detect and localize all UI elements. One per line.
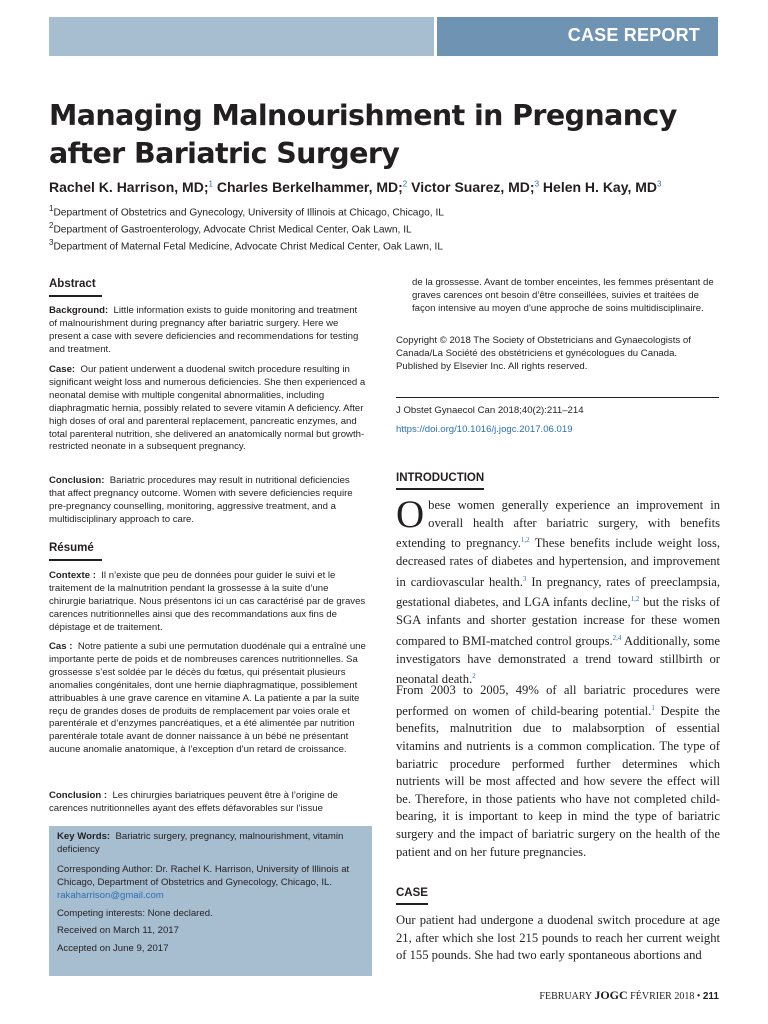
author-name: Helen H. Kay, MD	[542, 179, 658, 195]
author-name: Victor Suarez, MD;	[411, 179, 535, 195]
header-band-left	[49, 17, 434, 56]
citation-ref[interactable]: 1,2	[520, 536, 530, 545]
received-date: Received on March 11, 2017	[57, 925, 179, 936]
case-heading: CASE	[396, 887, 428, 905]
drop-cap: O	[396, 493, 425, 536]
abstract-conclusion: Conclusion: Bariatric procedures may result in nutritional deficiencies that affect pregnancy outcome. Women with severe deficiencies require pre-pregnancy counselling, monitoring, aggressive treatment, and a multidisciplinary approach to care.	[49, 475, 353, 525]
resume-contexte: Contexte : Il n’existe que peu de données pour guider le suivi et le traitement de la malnutrition pendant la grossesse à la suite d’une chirurgie bariatrique. Nous présentons ici un cas caractérisé par de graves carences nutritionnelles ainsi que des recommandations aux fins de dépistage et de traitement.	[49, 570, 366, 633]
author-list	[49, 179, 749, 195]
page-number: 211	[702, 991, 719, 1002]
resume-conclusion: Conclusion : Les chirurgies bariatriques peuvent être à l’origine de carences nutritionnelles ayant des effets défavorables sur l’issue	[49, 790, 339, 814]
resume-heading: Résumé	[49, 542, 102, 561]
citation-ref[interactable]: 2	[472, 672, 476, 681]
article-title: Managing Malnourishment in Pregnancy after Bariatric Surgery	[49, 99, 677, 170]
author-affiliation-ref[interactable]: 3	[534, 179, 540, 189]
introduction-paragraph: From 2003 to 2005, 49% of all bariatric procedures were performed on women of child-bearing potential.$^1$ Despite the benefits, malnutrition due to malabsorption of essential vitamins and nutrients is a common complication. The type of bariatric procedure performed further determines which nutrients will be most affected and how severe the effect will be. Therefore, in those patients who have not completed child-bearing, it is important to keep in mind the type of bariatric surgery and the impact of bariatric surgery on the health of the patient and on her future pregnancies.	[396, 683, 721, 859]
author-affiliation-ref[interactable]: 2	[402, 179, 408, 189]
competing-interests: Competing interests: None declared.	[57, 908, 213, 919]
keywords: Key Words: Bariatric surgery, pregnancy, malnourishment, vitamin deficiency	[57, 831, 344, 855]
abstract-background: Background: Little information exists to guide monitoring and treatment of malnourishment during pregnancy after bariatric surgery. Here we present a case with severe deficiencies and recommendations for testing and treatment.	[49, 305, 359, 355]
abstract-heading: Abstract	[49, 278, 102, 297]
accepted-date: Accepted on June 9, 2017	[57, 943, 169, 954]
author-affiliation-ref[interactable]: 1	[208, 179, 213, 189]
journal-name: JOGC	[594, 988, 628, 1002]
article-type-label: CASE REPORT	[567, 25, 700, 45]
page-footer: FEBRUARY JOGC FÉVRIER 2018 • 211	[539, 988, 719, 1002]
author-email-link[interactable]: rakaharrison@gmail.com	[57, 889, 164, 901]
citation-ref[interactable]: 1,2	[630, 595, 640, 604]
citation-ref[interactable]: 3	[522, 574, 527, 583]
doi-link[interactable]: https://doi.org/10.1016/j.jogc.2017.06.019	[396, 424, 573, 435]
author-name: Rachel K. Harrison, MD;	[49, 179, 209, 195]
introduction-paragraph: Obese women generally experience an improvement in overall health after bariatric surgery, with benefits extending to pregnancy.$^{1,2}$ These benefits include weight loss, decreased rates of diabetes and hypertension, and improvement in cardiovascular health.$^3$ In pregnancy, rates of preeclampsia, gestational diabetes, and LGA infants decline,$^{1,2}$ but the risks of SGA infants and shorter gestation increase for these women compared to BMI-matched control groups.$^{2,4}$ Additionally, some investigators have demonstrated a trend toward stillbirth or neonatal death.$^2$	[396, 493, 720, 687]
case-paragraph: Our patient had undergone a duodenal switch procedure at age 21, after which she lost 215 pounds to reach her current weight of 155 pounds. She had two early spontaneous abortions and	[396, 913, 720, 963]
divider	[396, 397, 719, 398]
citation: J Obstet Gynaecol Can 2018;40(2):211–214	[396, 405, 584, 416]
introduction-heading: INTRODUCTION	[396, 472, 484, 490]
copyright-notice: Copyright © 2018 The Society of Obstetricians and Gynaecologists of Canada/La Société des obstétriciens et gynécologues du Canada. Published by Elsevier Inc. All rights reserved.	[396, 335, 691, 372]
affiliation: $^1$Department of Obstetrics and Gynecology, University of Illinois at Chicago, Chicago, IL	[49, 204, 444, 219]
author-name: Charles Berkelhammer, MD;	[216, 179, 403, 195]
citation-ref[interactable]: 2,4	[612, 633, 622, 642]
affiliation: $^3$Department of Maternal Fetal Medicine, Advocate Christ Medical Center, Oak Lawn, IL	[49, 238, 444, 253]
keywords-box	[49, 826, 372, 976]
resume-cas: Cas : Notre patiente a subi une permutation duodénale qui a entraîné une importante perte de poids et de nombreuses carences nutritionnelles. Sa grossesse s’est soldée par le décès du fœtus, qui présentait plusieurs anomalies congénitales, dont une hernie diaphragmatique, possiblement attribuables à une grave carence en vitamine A. La patiente a par la suite reçu de grandes doses de produits de remplacement par voies orale et parentérale et d’enzymes pancréatiques, et a été alimentée par nutrition parentérale totale avant de donner naissance à un bébé ne présentant aucune anomalie anatomique, à l’exception d’un retard de croissance.	[49, 641, 366, 756]
abstract-case: Case: Our patient underwent a duodenal switch procedure resulting in significant weight loss and numerous deficiencies. She then experienced a neonatal demise with multiple congenital abnormalities, including diaphragmatic hernia, possibly related to severe vitamin A deficiency. After high doses of oral and parenteral replacement, pancreatic enzymes, and total parenteral nutrition, she delivered an anatomically normal but growth-restricted neonate in a subsequent pregnancy.	[49, 364, 366, 453]
author-affiliation-ref[interactable]: 3	[657, 179, 662, 189]
citation-ref[interactable]: 1	[651, 703, 655, 712]
header-band-right	[437, 17, 718, 56]
resume-conclusion-continued: de la grossesse. Avant de tomber enceintes, les femmes présentant de graves carences ont besoin d’être conseillées, suivies et traitées de façon intensive au moyen d’une approche de soins multidisciplinaire.	[412, 277, 714, 314]
affiliation: $^2$Department of Gastroenterology, Advocate Christ Medical Center, Oak Lawn, IL	[49, 221, 412, 236]
corresponding-author: Corresponding Author: Dr. Rachel K. Harrison, University of Illinois at Chicago, Department of Obstetrics and Gynecology, Chicago, IL. rakaharrison@gmail.com	[57, 864, 350, 901]
